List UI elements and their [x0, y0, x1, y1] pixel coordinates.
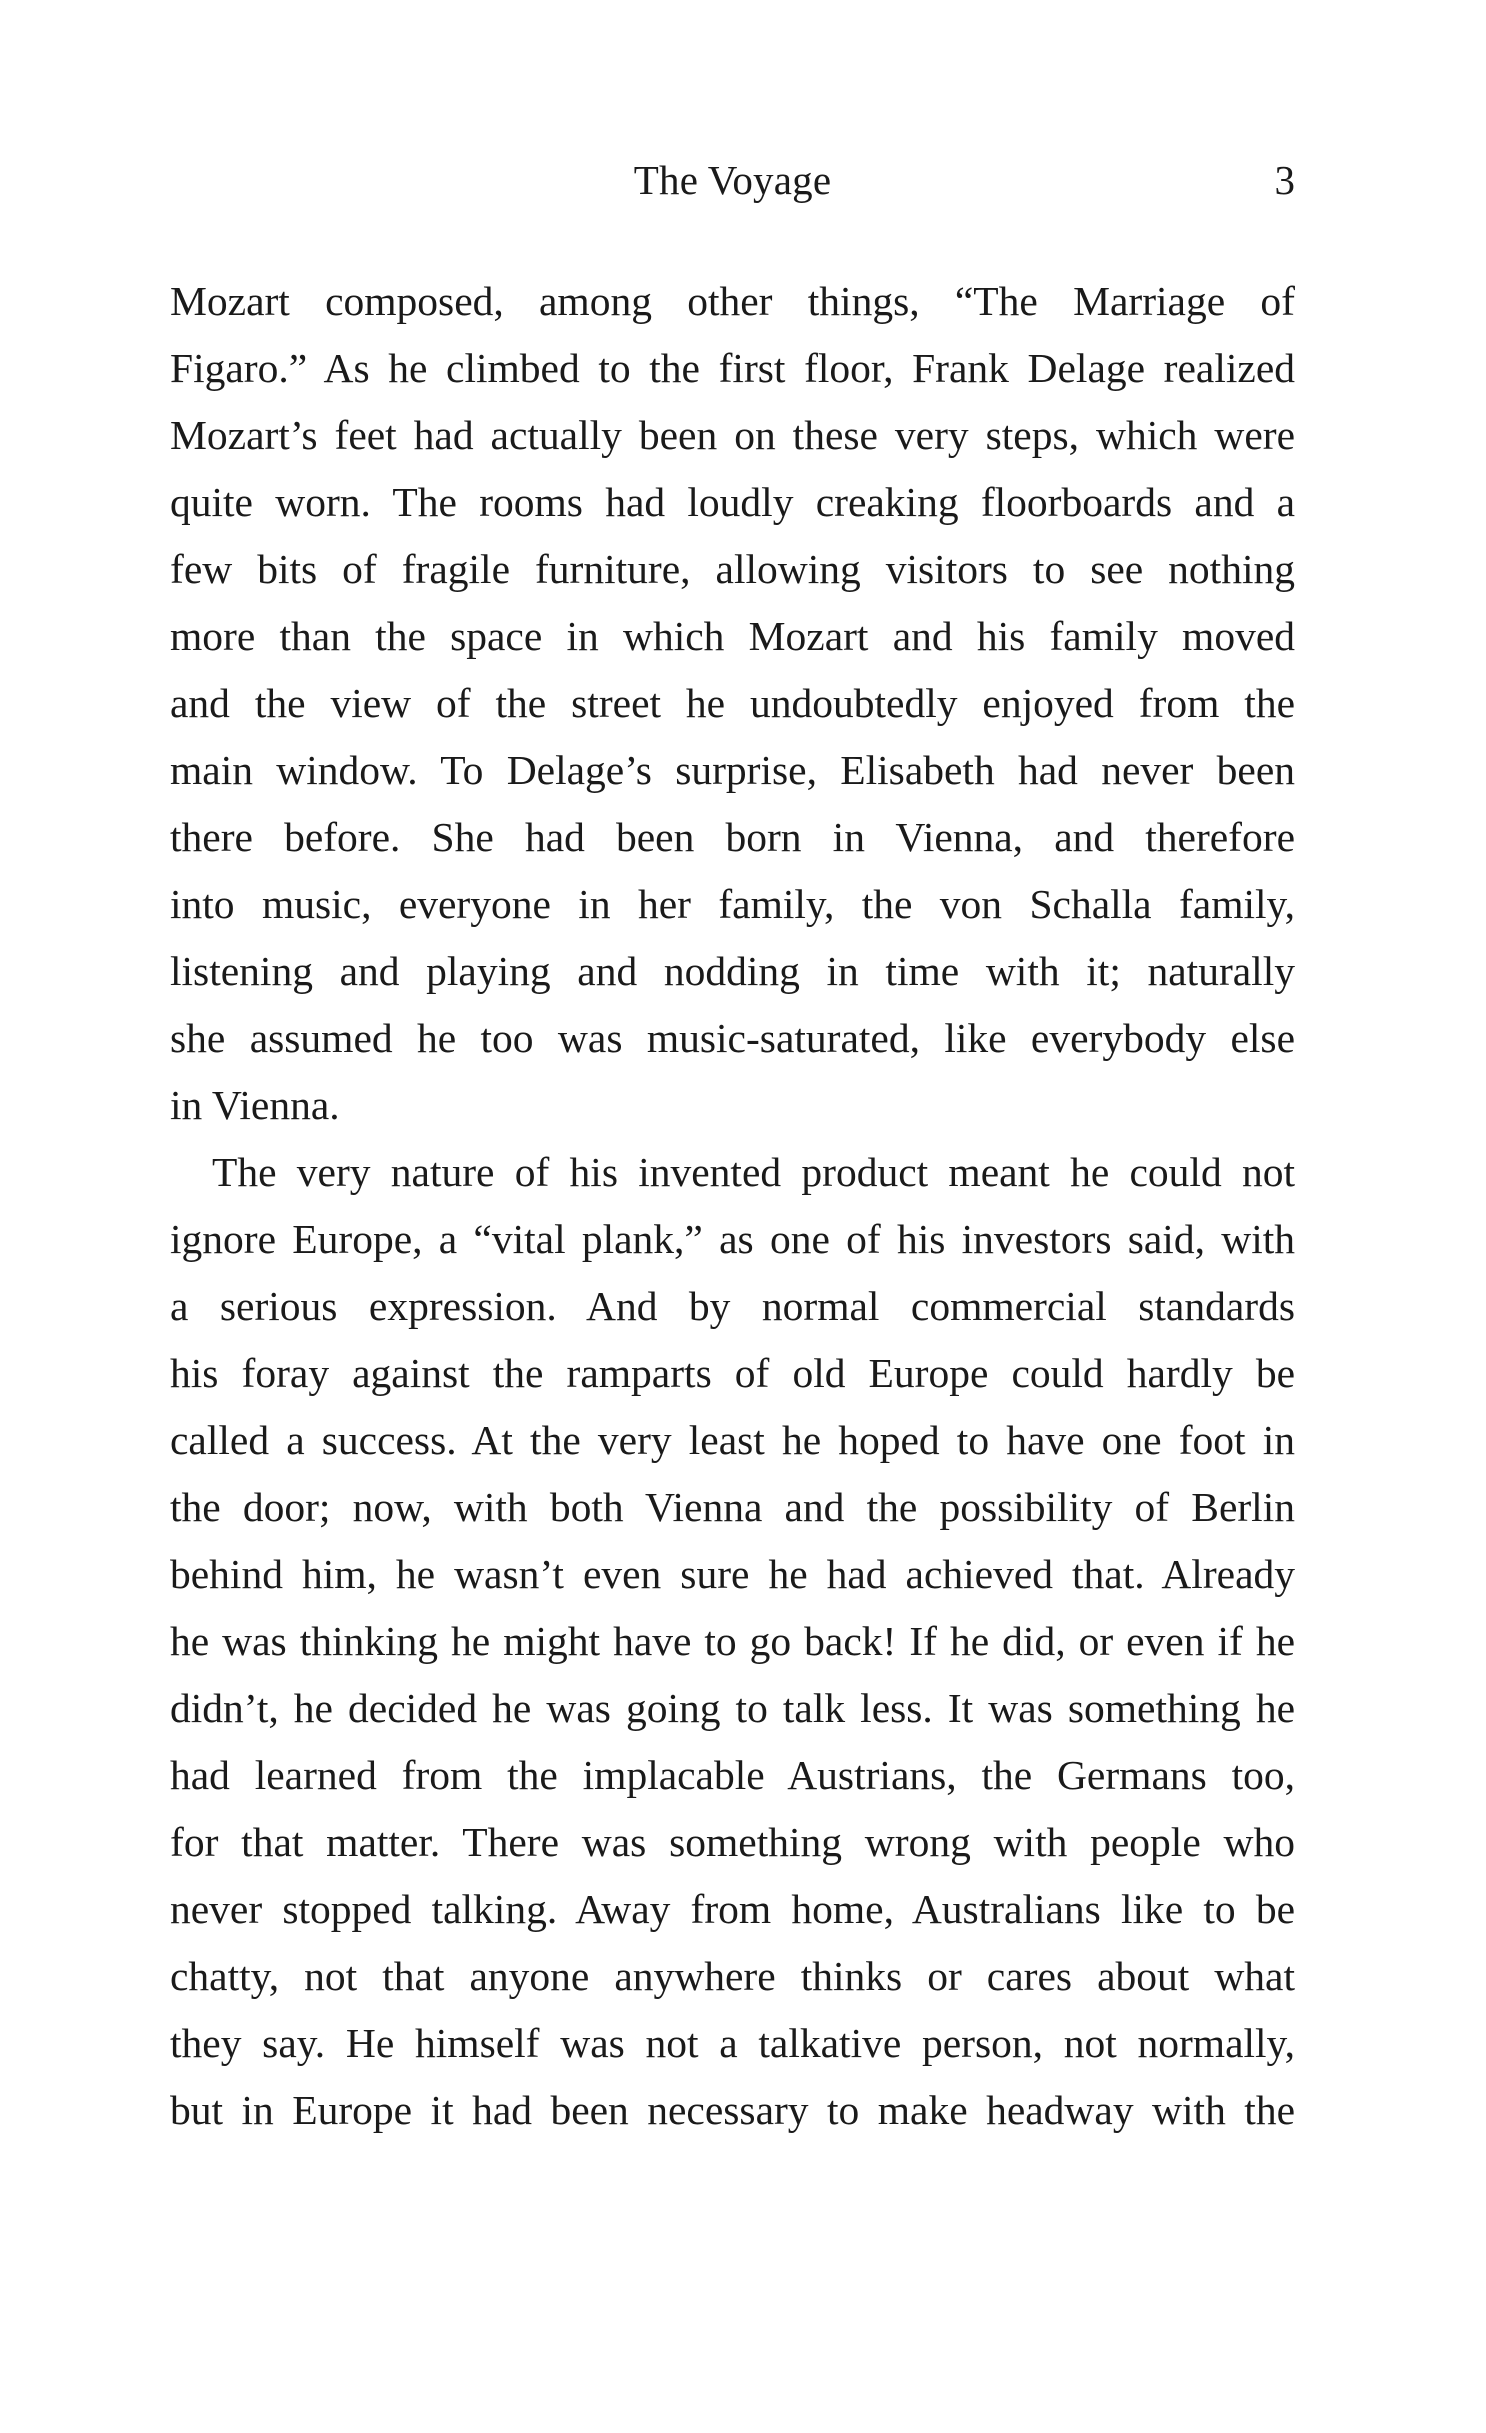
text-line: Figaro.” As he climbed to the first floor, Frank Delage realized — [170, 345, 1295, 391]
text-line: they say. He himself was not a talkative person, not normally, — [170, 2020, 1295, 2066]
text-line: called a success. At the very least he hoped to have one foot in — [170, 1417, 1295, 1463]
text-line: Mozart’s feet had actually been on these very steps, which were — [170, 412, 1295, 458]
text-line: Mozart composed, among other things, “The Marriage of — [170, 278, 1295, 324]
text-line: and the view of the street he undoubtedly enjoyed from the — [170, 680, 1295, 726]
text-line: a serious expression. And by normal commercial standards — [170, 1283, 1295, 1329]
text-line: there before. She had been born in Vienna, and therefore — [170, 814, 1295, 860]
chapter-title: The Voyage — [633, 157, 832, 203]
text-line: listening and playing and nodding in time with it; naturally — [170, 948, 1295, 994]
text-line: ignore Europe, a “vital plank,” as one of his investors said, with — [170, 1216, 1295, 1262]
text-line: she assumed he too was music-saturated, like everybody else — [170, 1015, 1295, 1061]
paragraph-1 — [170, 268, 1295, 1139]
text-line: never stopped talking. Away from home, Australians like to be — [170, 1886, 1295, 1932]
text-line: in Vienna. — [170, 1082, 340, 1128]
text-line: the door; now, with both Vienna and the possibility of Berlin — [170, 1484, 1295, 1530]
text-line: main window. To Delage’s surprise, Elisabeth had never been — [170, 747, 1295, 793]
text-line: chatty, not that anyone anywhere thinks or cares about what — [170, 1953, 1295, 1999]
text-line: into music, everyone in her family, the von Schalla family, — [170, 881, 1295, 927]
paragraph-2 — [170, 1139, 1295, 2144]
running-head — [170, 150, 1295, 210]
text-line: few bits of fragile furniture, allowing visitors to see nothing — [170, 546, 1295, 592]
text-line: he was thinking he might have to go back! If he did, or even if he — [170, 1618, 1295, 1664]
text-line: didn’t, he decided he was going to talk less. It was something he — [170, 1685, 1295, 1731]
text-line: The very nature of his invented product meant he could not — [212, 1149, 1295, 1195]
text-line: his foray against the ramparts of old Europe could hardly be — [170, 1350, 1295, 1396]
text-line: for that matter. There was something wrong with people who — [170, 1819, 1295, 1865]
text-line: had learned from the implacable Austrians, the Germans too, — [170, 1752, 1295, 1798]
text-line: more than the space in which Mozart and his family moved — [170, 613, 1295, 659]
text-line: but in Europe it had been necessary to make headway with the — [170, 2087, 1295, 2133]
text-line: quite worn. The rooms had loudly creaking floorboards and a — [170, 479, 1295, 525]
body-text — [170, 268, 1295, 2144]
text-line: behind him, he wasn’t even sure he had achieved that. Already — [170, 1551, 1295, 1597]
page-number: 3 — [1274, 157, 1295, 203]
